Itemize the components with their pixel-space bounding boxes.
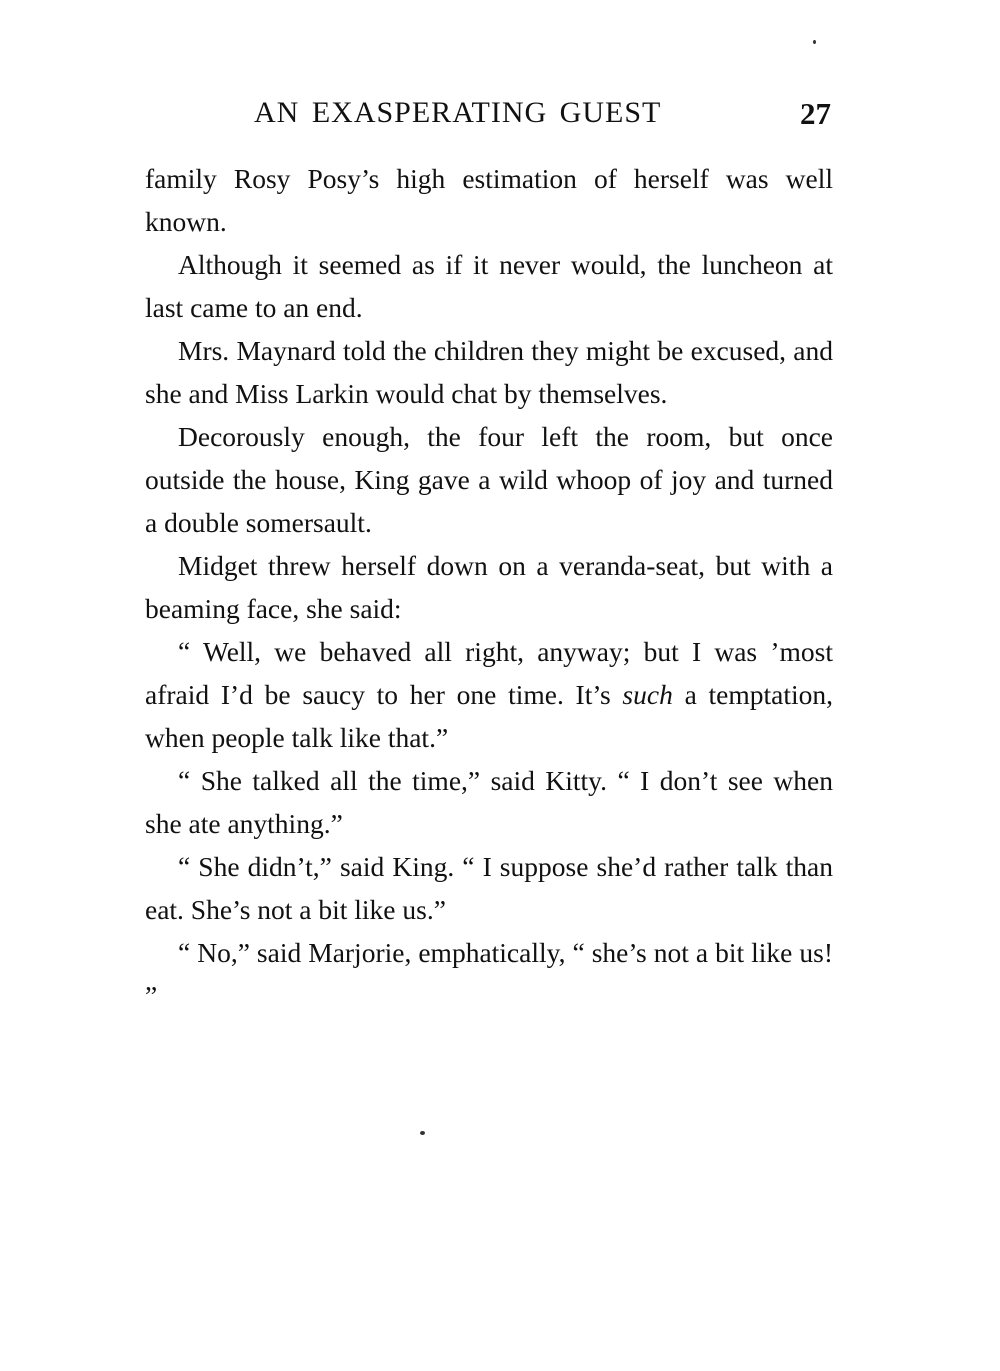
text-segment: Midget threw herself down on a veranda-seat, but with a beaming face, she said: bbox=[145, 550, 833, 624]
paragraph bbox=[145, 243, 833, 329]
paragraph bbox=[145, 931, 833, 1017]
paragraph bbox=[145, 544, 833, 630]
paragraph bbox=[145, 157, 833, 243]
paragraph bbox=[145, 630, 833, 759]
running-title: AN EXASPERATING GUEST bbox=[254, 96, 662, 129]
text-segment: “ She talked all the time,” said Kitty. “ I don’t see when she ate anything.” bbox=[145, 765, 833, 839]
text-segment: Mrs. Maynard told the children they might be excused, and she and Miss Larkin would chat by themselves. bbox=[145, 335, 833, 409]
text-segment: “ No,” said Marjorie, emphatically, “ she’s not a bit like us! ” bbox=[145, 937, 833, 1011]
body-text bbox=[145, 157, 833, 1017]
page-number: 27 bbox=[800, 96, 831, 131]
text-segment: “ She didn’t,” said King. “ I suppose she’d rather talk than eat. She’s not a bit like us.” bbox=[145, 851, 833, 925]
ink-speck bbox=[813, 40, 816, 44]
paragraph bbox=[145, 759, 833, 845]
ink-speck bbox=[420, 1131, 425, 1135]
paragraph bbox=[145, 415, 833, 544]
text-segment: family Rosy Posy’s high estimation of herself was well known. bbox=[145, 163, 833, 237]
paragraph bbox=[145, 845, 833, 931]
paragraph bbox=[145, 329, 833, 415]
text-segment: “ Well, we behaved all right, anyway; but I was ’most afraid I’d be saucy to her one time. It’s bbox=[145, 636, 833, 710]
italic-text: such bbox=[622, 679, 673, 710]
text-segment: a temptation, when people talk like that.” bbox=[145, 679, 833, 753]
text-segment: Decorously enough, the four left the room, but once outside the house, King gave a wild whoop of joy and turned a double somersault. bbox=[145, 421, 833, 538]
text-segment: Although it seemed as if it never would, the luncheon at last came to an end. bbox=[145, 249, 833, 323]
